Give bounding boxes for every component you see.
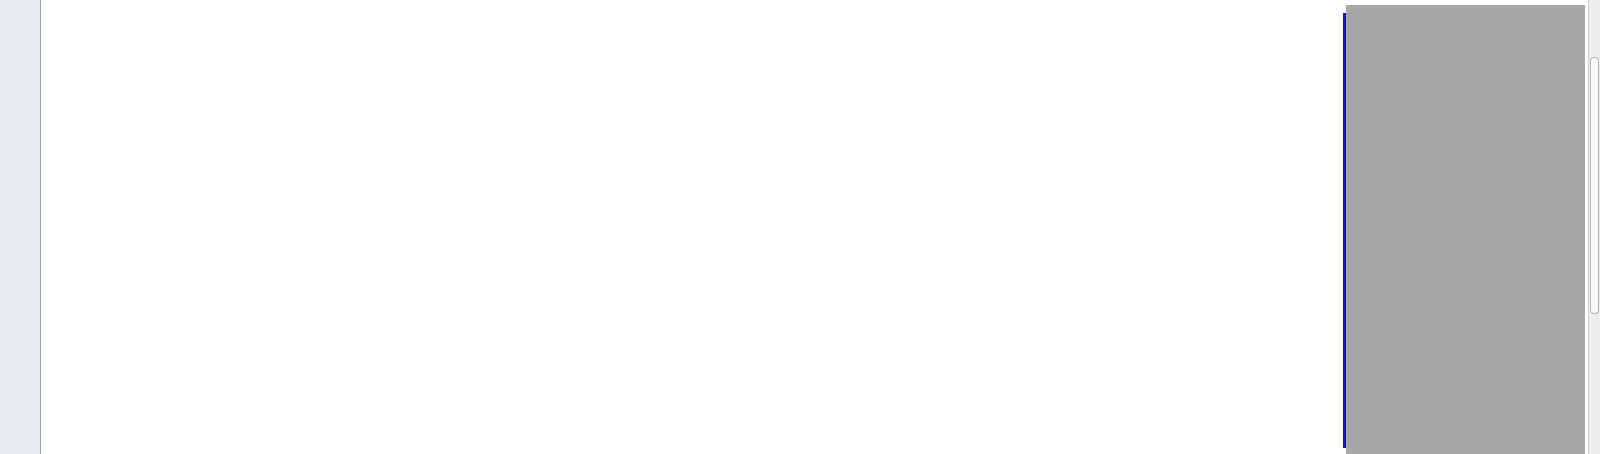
page-break-line [1343,13,1346,448]
row-header-gutter [0,0,41,454]
vertical-scrollbar[interactable] [1588,0,1600,454]
outside-print-area [1346,5,1585,454]
scrollbar-thumb[interactable] [1590,57,1599,314]
